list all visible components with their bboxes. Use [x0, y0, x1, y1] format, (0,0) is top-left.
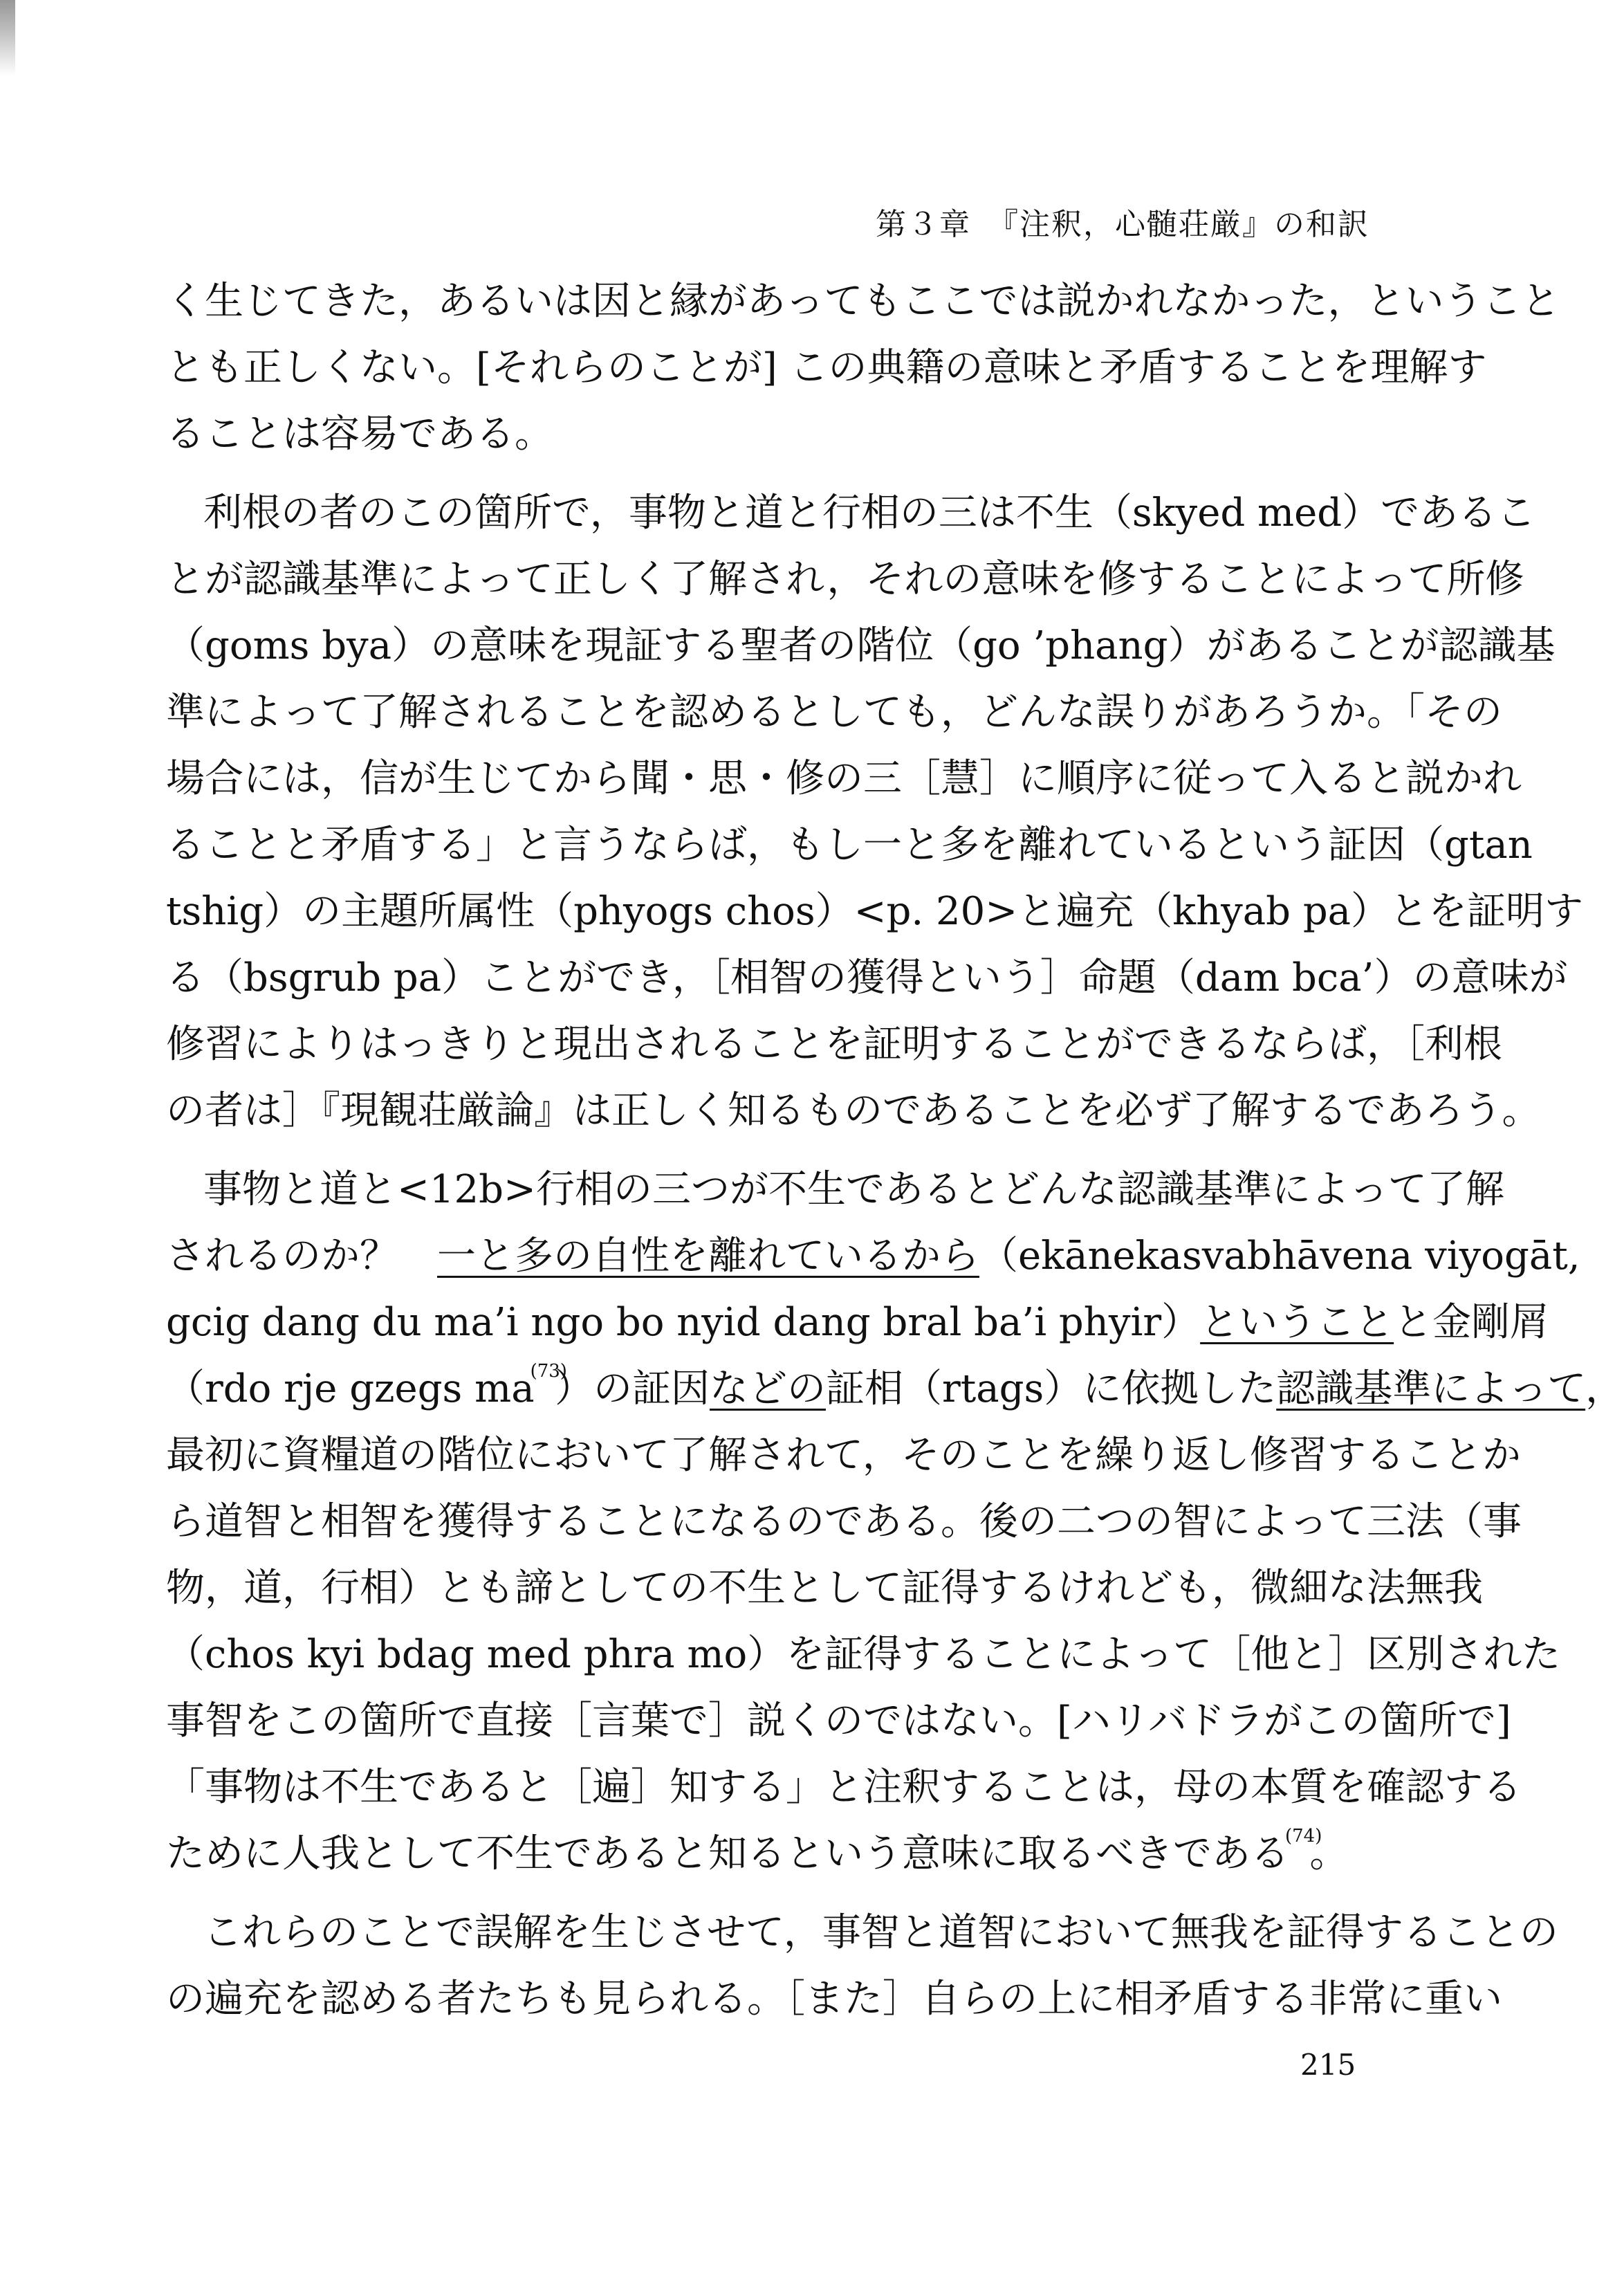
text-line: る（bsgrub pa）ことができ，［相智の獲得という］命題（dam bca’）の意味が — [166, 955, 1568, 1000]
text-segment: と金剛屑 — [1394, 1300, 1549, 1345]
text-segment: されるのか？ — [166, 1234, 437, 1279]
text-line: 利根の者のこの箇所で，事物と道と行相の三は不生（skyed med）であるこ — [203, 491, 1536, 535]
underlined-phrase: ということ — [1200, 1300, 1394, 1345]
text-line — [166, 1231, 1580, 1281]
text-segment: （ekānekasvabhāvena viyogāt, — [979, 1234, 1580, 1279]
text-line: （goms bya）の意味を現証する聖者の階位（go ’phang）があることが認識基 — [166, 623, 1556, 668]
text-line: とが認識基準によって正しく了解され，それの意味を修することによって所修 — [166, 557, 1524, 602]
underlined-phrase: 認識基準によって — [1276, 1366, 1586, 1411]
text-line: 場合には，信が生じてから聞・思・修の三［慧］に順序に従って入ると説かれ — [166, 756, 1522, 801]
underlined-phrase: などの — [709, 1366, 826, 1411]
text-line: 最初に資糧道の階位において了解されて，そのことを繰り返し修習することか — [166, 1433, 1521, 1478]
scan-edge-mark — [0, 0, 15, 76]
text-line — [166, 1826, 1363, 1879]
page-number: 215 — [1300, 2048, 1356, 2082]
text-line: 事物と道と<12b>行相の三つが不生であるとどんな認識基準によって了解 — [203, 1167, 1504, 1212]
text-line: く生じてきた，あるいは因と縁があってもここでは説かれなかった，ということ — [166, 279, 1560, 324]
text-line: （chos kyi bdag med phra mo）を証得することによって［他と］区別された — [166, 1632, 1561, 1677]
text-segment: （rdo rje gzegs ma — [166, 1366, 535, 1411]
text-line: これらのことで誤解を生じさせて，事智と道智において無我を証得することの — [203, 1910, 1558, 1955]
text-segment: ， — [1585, 1366, 1624, 1411]
text-line: の遍充を認める者たちも見られる。［また］自らの上に相矛盾する非常に重い — [166, 1977, 1502, 2022]
footnote-marker-73: (73) — [530, 1361, 567, 1382]
text-line: 準によって了解されることを認めるとしても，どんな誤りがあろうか。「その — [166, 690, 1502, 735]
footnote-marker-74: (74) — [1285, 1826, 1322, 1847]
text-segment: 証相（rtags）に依拠した — [825, 1366, 1277, 1411]
text-line: 修習によりはっきりと現出されることを証明することができるならば，［利根 — [166, 1022, 1502, 1067]
text-line: 「事物は不生であると［遍］知する」と注釈することは，母の本質を確認する — [166, 1765, 1522, 1810]
text-line: ることは容易である。 — [166, 412, 553, 457]
text-line — [166, 1361, 1624, 1414]
text-segment: ために人我として不生であると知るという意味に取るべきである — [166, 1831, 1289, 1876]
text-line: の者は］『現観荘厳論』は正しく知るものであることを必ず了解するであろう。 — [166, 1088, 1541, 1133]
text-line: とも正しくない。[それらのことが] この典籍の意味と矛盾することを理解す — [166, 345, 1487, 390]
text-line: ら道智と相智を獲得することになるのである。後の二つの智によって三法（事 — [166, 1499, 1522, 1544]
text-line — [166, 1298, 1549, 1348]
text-line: tshig）の主題所属性（phyogs chos）<p. 20>と遍充（khyab pa）とを証明す — [166, 889, 1584, 934]
text-segment: 。 — [1309, 1831, 1349, 1876]
text-segment: ）の証因 — [554, 1366, 710, 1411]
text-line: ることと矛盾する」と言うならば，もし一と多を離れているという証因（gtan — [166, 823, 1533, 868]
text-line: 物，道，行相）とも諦としての不生として証得するけれども，微細な法無我 — [166, 1566, 1483, 1611]
text-segment: gcig dang du ma’i ngo bo nyid dang bral ba’i phyir） — [166, 1300, 1201, 1345]
text-line: 事智をこの箇所で直接［言葉で］説くのではない。[ハリバドラがこの箇所で] — [166, 1698, 1511, 1743]
underlined-phrase: 一と多の自性を離れているから — [437, 1234, 979, 1279]
running-header: 第３章 『注釈，心髄荘厳』の和訳 — [876, 207, 1369, 242]
